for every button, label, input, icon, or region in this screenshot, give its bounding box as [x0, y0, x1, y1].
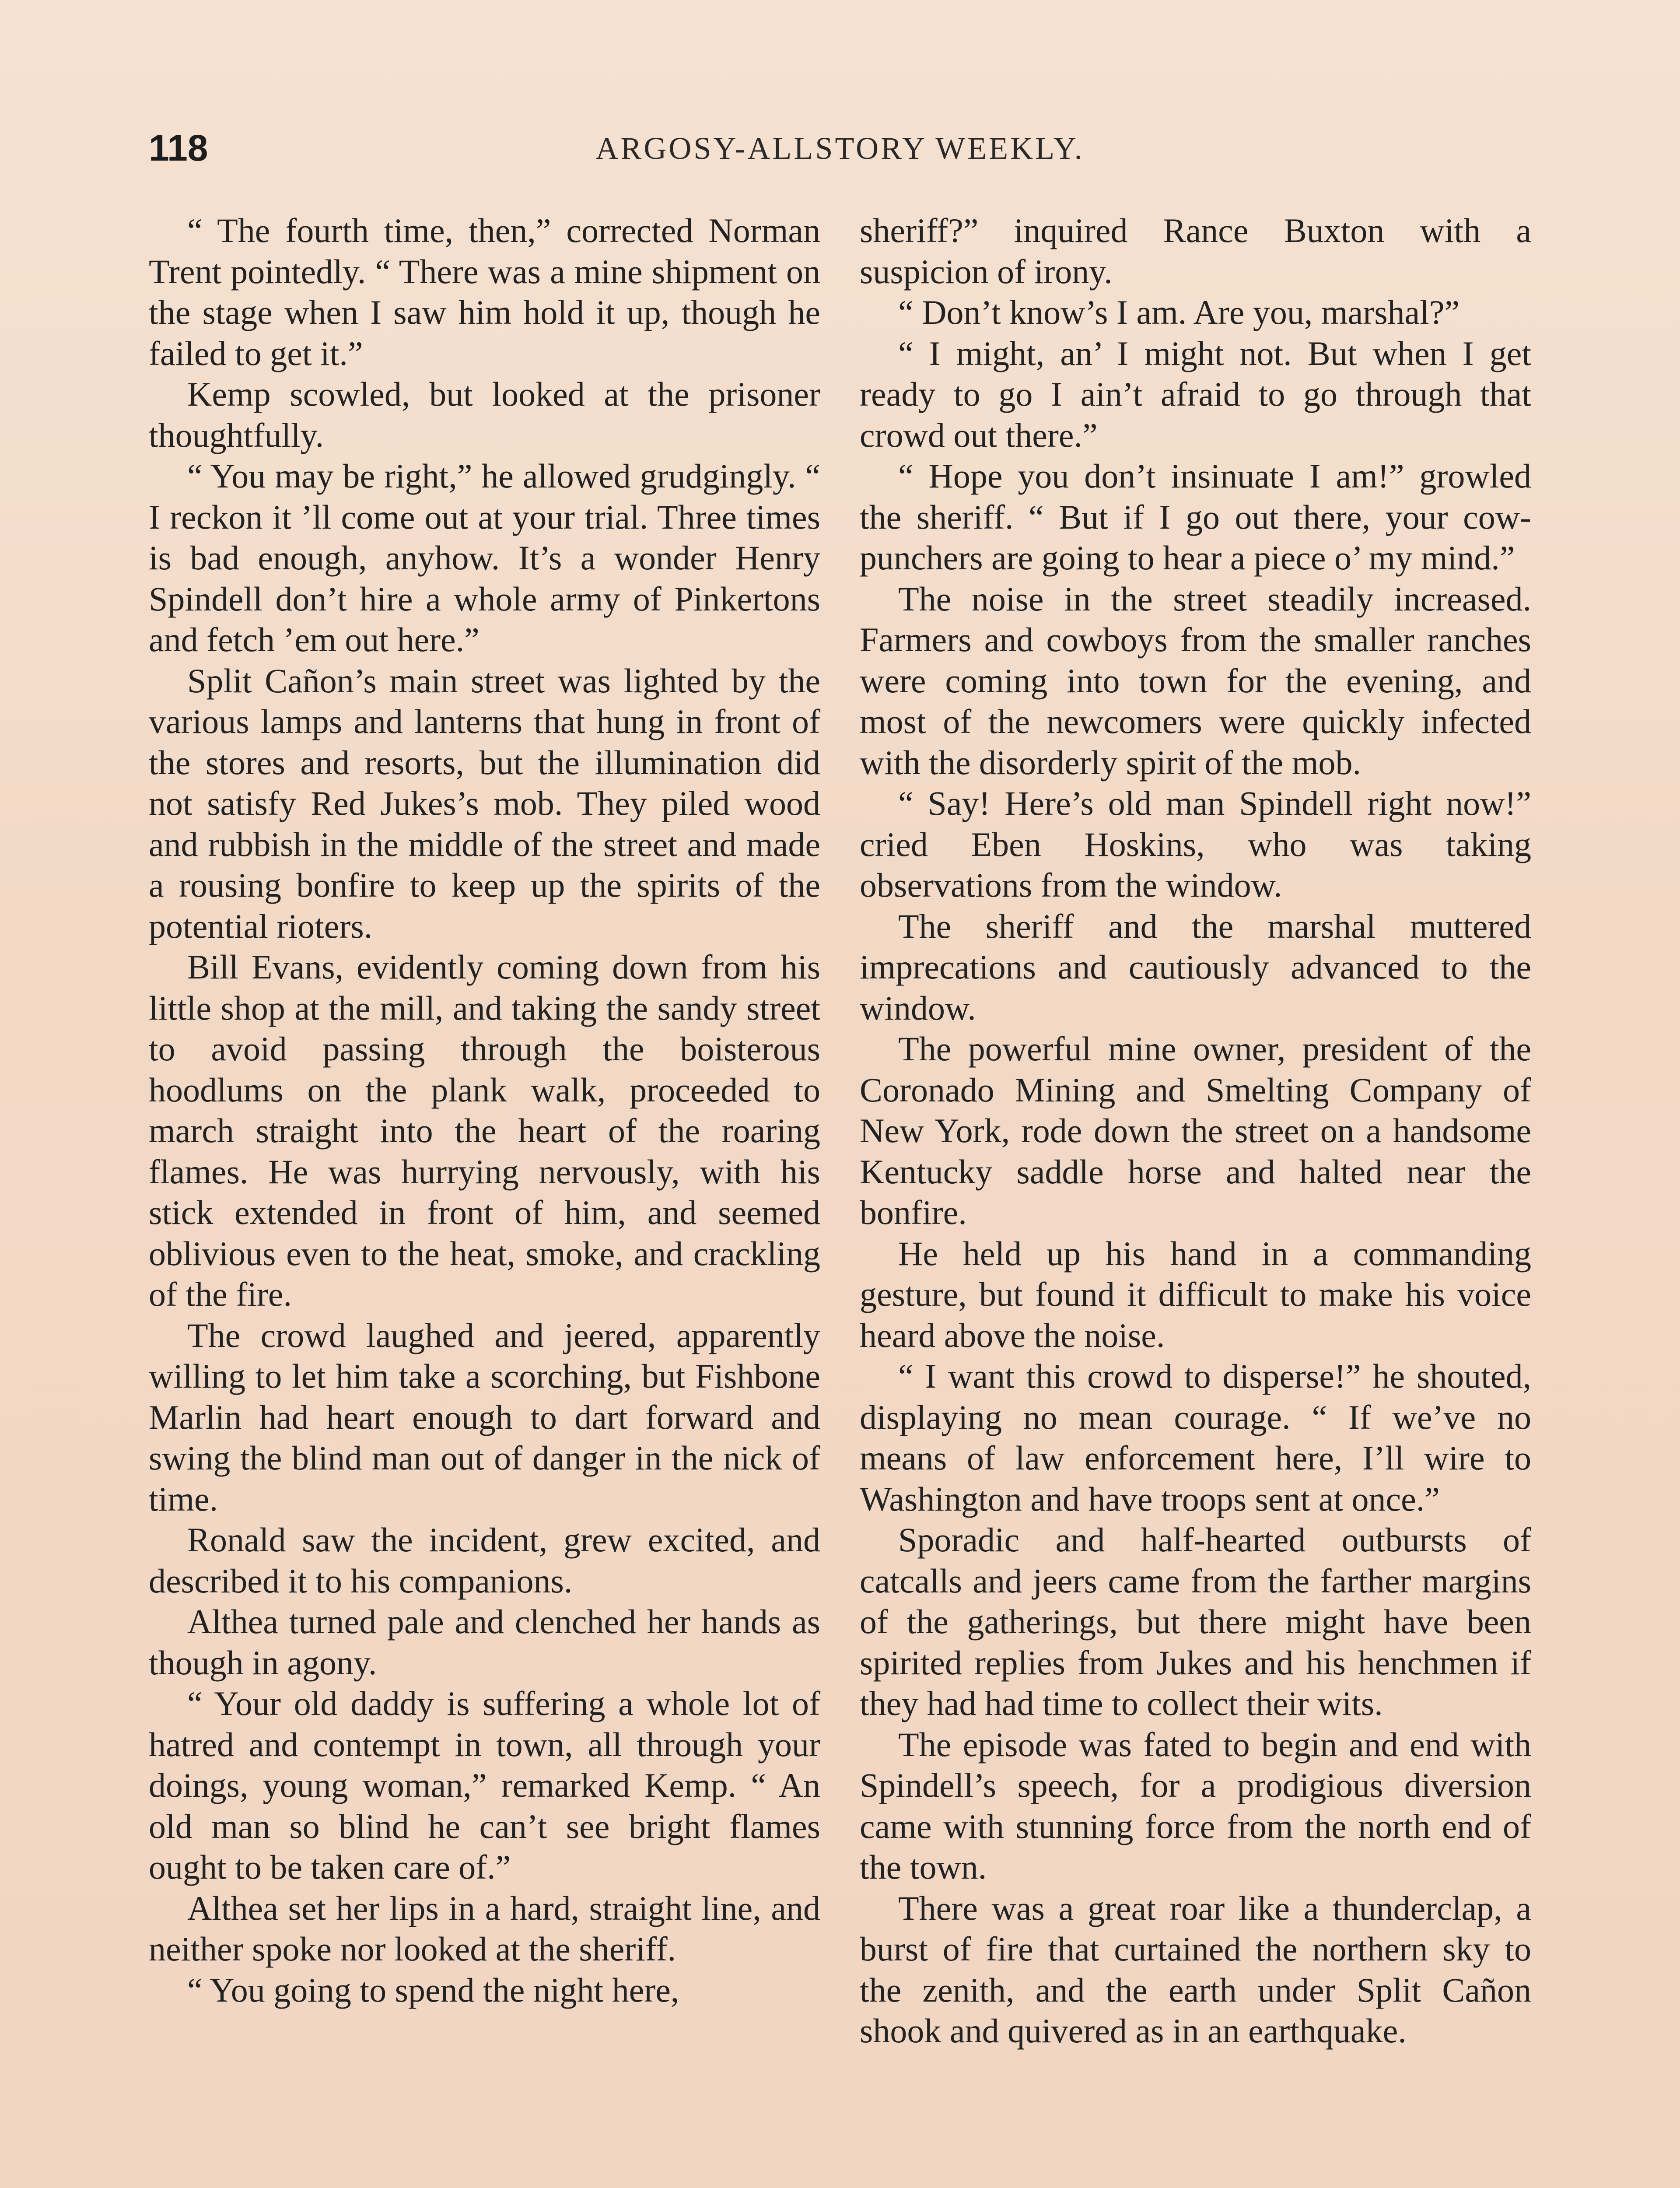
paragraph: Kemp scowled, but looked at the prisoner thoughtfully. — [149, 375, 820, 454]
left-column — [149, 210, 820, 2188]
paragraph: Althea turned pale and clenched her hands as though in agony. — [149, 1602, 820, 1682]
paragraph: Split Cañon’s main street was lighted by the various lamps and lanterns that hung in front of the stores and resorts, but the illumination did not satisfy Red Jukes’s mob. They piled wood and rubbish in the middle of the street and made a rousing bonfire to keep up the spirits of the potential rioters. — [149, 661, 820, 945]
paragraph: “ I might, an’ I might not. But when I get ready to go I ain’t afraid to go through that crowd out there.” — [860, 334, 1531, 454]
paragraph: The episode was fated to begin and end with Spindell’s speech, for a prodigious diversion came with stunning force from the north end of the town. — [860, 1725, 1531, 1886]
paragraph: “ The fourth time, then,” corrected Norman Trent pointedly. “ There was a mine shipment on the stage when I saw him hold it up, though he failed to get it.” — [149, 211, 820, 372]
paragraph: Bill Evans, evidently coming down from his little shop at the mill, and taking the sandy street to avoid passing through the boisterous hoodlums on the plank walk, proceeded to march straight into the heart of the roaring flames. He was hurrying nervously, with his stick extended in front of him, and seemed oblivious even to the heat, smoke, and crackling of the fire. — [149, 948, 820, 1313]
paragraph: “ You going to spend the night here, — [187, 1971, 679, 2009]
paragraph: Sporadic and half-hearted outbursts of catcalls and jeers came from the farther margins of the gatherings, but there might have been spirited replies from Jukes and his henchmen if they had had time to collect their wits. — [860, 1521, 1531, 1722]
paragraph: The powerful mine owner, president of the Coronado Mining and Smelting Company of New York, rode down the street on a handsome Kentucky saddle horse and halted near the bonfire. — [860, 1030, 1531, 1231]
running-head: ARGOSY-ALLSTORY WEEKLY. — [595, 131, 1085, 166]
paragraph: “ Hope you don’t insinuate I am!” growled the sheriff. “ But if I go out there, your cow-punchers are going to hear a piece o’ my mind.” — [860, 457, 1531, 577]
paragraph-continuation: sheriff?” inquired Rance Buxton with a suspicion of irony. — [860, 211, 1531, 291]
paragraph: “ I want this crowd to disperse!” he shouted, displaying no mean courage. “ If we’ve no means of law enforcement here, I’ll wire to Washington and have troops sent at once.” — [860, 1357, 1531, 1518]
paragraph: Ronald saw the incident, grew excited, and described it to his companions. — [149, 1521, 820, 1600]
paragraph: The sheriff and the marshal muttered imprecations and cautiously advanced to the window. — [860, 907, 1531, 1027]
paragraph: There was a great roar like a thunderclap, a burst of fire that curtained the northern sky to the zenith, and the earth under Split Cañon shook and quivered as in an earthquake. — [860, 1889, 1531, 2050]
paragraph: The noise in the street steadily increased. Farmers and cowboys from the smaller ranches were coming into town for the evening, and most of the newcomers were quickly infected with the disorderly spirit of the mob. — [860, 579, 1531, 782]
paragraph: “ Your old daddy is suffering a whole lot of hatred and contempt in town, all through your doings, young woman,” remarked Kemp. “ An old man so blind he can’t see bright flames ought to be taken care of.” — [149, 1684, 820, 1886]
paragraph: The crowd laughed and jeered, apparently willing to let him take a scorching, but Fishbone Marlin had heart enough to dart forward and swing the blind man out of danger in the nick of time. — [149, 1316, 820, 1518]
page-number: 118 — [149, 127, 208, 168]
paragraph: “ Don’t know’s I am. Are you, marshal?” — [898, 293, 1460, 331]
right-column — [860, 210, 1531, 2188]
page-header — [149, 127, 1531, 184]
paragraph: “ You may be right,” he allowed grudgingly. “ I reckon it ’ll come out at your trial. Three times is bad enough, anyhow. It’s a wonder Henry Spindell don’t hire a whole army of Pinkertons and fetch ’em out here.” — [149, 457, 820, 659]
paragraph: Althea set her lips in a hard, straight line, and neither spoke nor looked at the sheriff. — [149, 1889, 820, 1968]
paragraph: “ Say! Here’s old man Spindell right now!” cried Eben Hoskins, who was taking observations from the window. — [860, 784, 1531, 904]
paragraph: He held up his hand in a commanding gesture, but found it difficult to make his voice heard above the noise. — [860, 1234, 1531, 1354]
